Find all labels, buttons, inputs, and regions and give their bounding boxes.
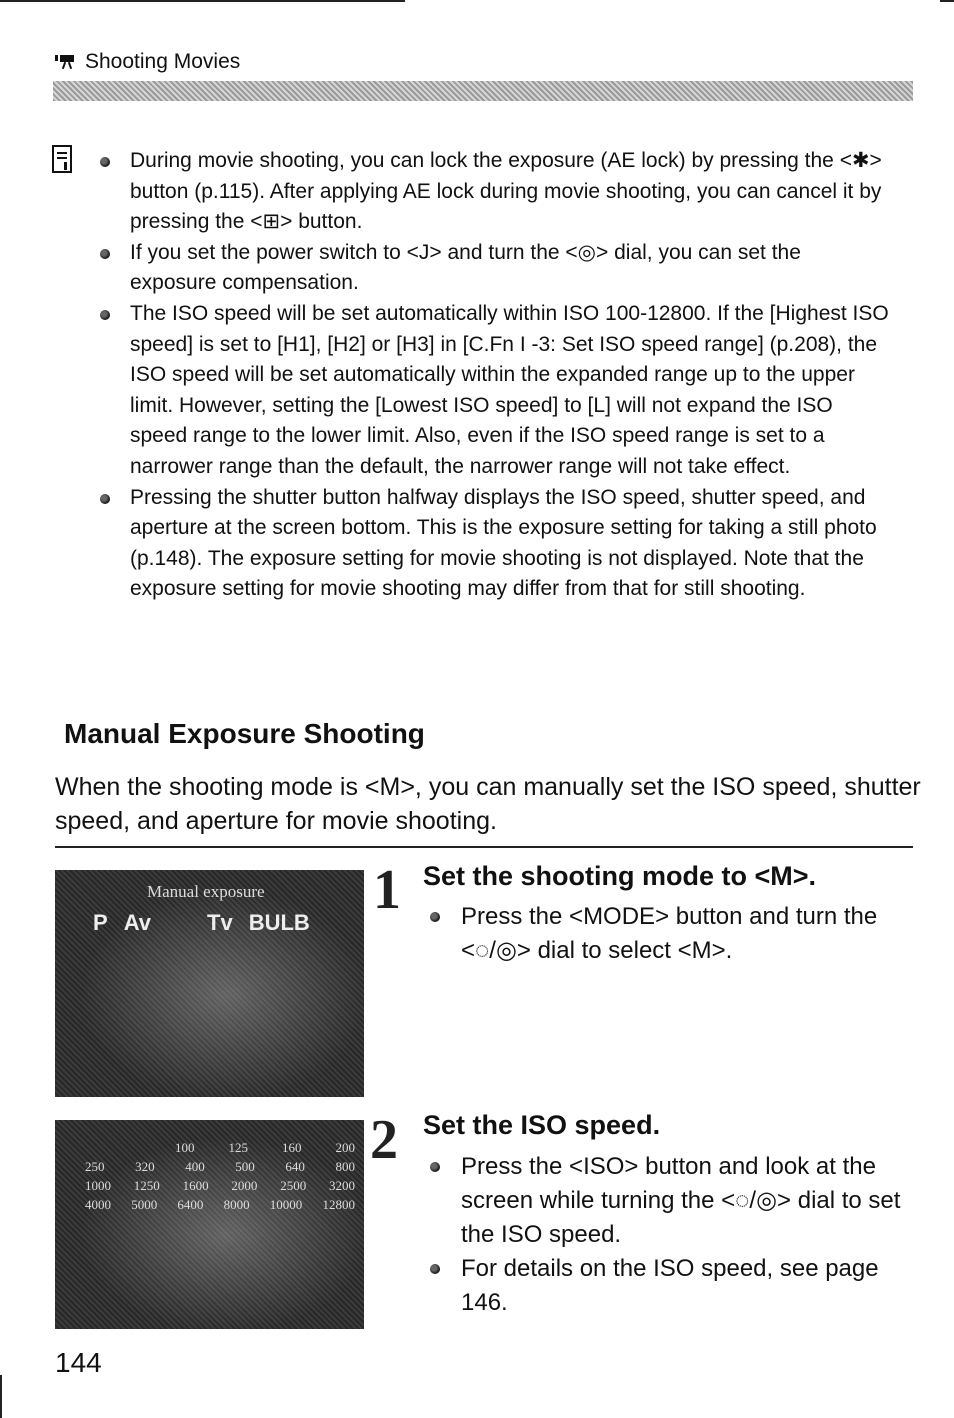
note-icon — [52, 145, 72, 173]
mode-option: P — [93, 910, 108, 935]
iso-row — [85, 1140, 355, 1159]
iso-value: 100 — [175, 1140, 195, 1155]
step-number: 2 — [370, 1109, 398, 1171]
iso-value: 2000 — [231, 1178, 258, 1193]
menu-title: Manual exposure — [147, 882, 265, 901]
iso-value: 320 — [135, 1159, 155, 1174]
mode-option: BULB — [248, 910, 310, 935]
iso-value: 2500 — [280, 1178, 307, 1193]
iso-value: 5000 — [131, 1197, 158, 1212]
screenshot-iso-speed — [55, 1120, 364, 1329]
note-item: The ISO speed will be set automatically within ISO 100-12800. If the [Highest ISO speed] is set to [H1], [H2] or [H3] in [C.Fn I -3: Set ISO speed range] (p.208), the ISO speed will be set automatically within the expanded range up to the upper limit. However, setting the [Lowest ISO speed] to [L] will not expand the ISO speed range to the lower limit. Also, even if the ISO speed range is set to a narrower range than the default, the narrower range will not take effect. — [98, 299, 893, 483]
iso-value: 1000 — [85, 1178, 111, 1193]
edge-mark — [0, 1375, 2, 1418]
step-bullet: For details on the ISO speed, see page 146. — [428, 1252, 908, 1320]
mode-option: Av — [123, 910, 151, 935]
mode-option: Tv — [207, 910, 233, 935]
step-title: Set the ISO speed. — [423, 1110, 661, 1140]
iso-value: 6400 — [177, 1197, 204, 1212]
iso-row — [85, 1159, 355, 1178]
step-bullet: Press the <MODE> button and turn the <◌/◎> dial to select <M>. — [428, 900, 908, 968]
iso-value: 10000 — [269, 1197, 303, 1212]
top-rule-right — [940, 0, 954, 2]
iso-value: 400 — [185, 1159, 205, 1174]
top-rule — [0, 0, 405, 2]
iso-value: 1600 — [182, 1178, 209, 1193]
iso-value: 250 — [85, 1159, 105, 1174]
mode-options — [93, 910, 352, 936]
step-number: 1 — [373, 859, 401, 921]
notes-list — [98, 146, 893, 605]
section-intro: When the shooting mode is <M>, you can manually set the ISO speed, shutter speed, and aperture for movie shooting. — [55, 773, 921, 835]
section-rule — [55, 846, 913, 848]
iso-speed-grid — [85, 1140, 355, 1216]
step-title: Set the shooting mode to <M>. — [423, 861, 817, 891]
iso-value: 640 — [285, 1159, 305, 1174]
iso-value: 4000 — [85, 1197, 111, 1212]
header-hatched-bar — [53, 81, 913, 101]
note-item: Pressing the shutter button halfway displays the ISO speed, shutter speed, and aperture at the screen bottom. This is the exposure setting for taking a still photo (p.148). The exposure setting for movie shooting is not displayed. Note that the exposure setting for movie shooting may differ from that for still shooting. — [98, 483, 893, 605]
running-header — [55, 50, 240, 74]
iso-value: 200 — [335, 1140, 355, 1155]
iso-value: 125 — [228, 1140, 248, 1155]
page-number: 144 — [55, 1347, 102, 1378]
iso-value: 1250 — [133, 1178, 160, 1193]
section-title: Manual Exposure Shooting — [64, 718, 425, 749]
iso-row — [85, 1197, 355, 1216]
iso-value: 160 — [282, 1140, 302, 1155]
step-bullets — [428, 1150, 908, 1320]
note-item: If you set the power switch to <J> and turn the <◎> dial, you can set the exposure compensation. — [98, 238, 893, 299]
iso-value: 8000 — [223, 1197, 250, 1212]
iso-value: 3200 — [328, 1178, 355, 1193]
iso-value: 12800 — [322, 1197, 355, 1212]
header-section-label: Shooting Movies — [85, 50, 241, 73]
note-item: During movie shooting, you can lock the exposure (AE lock) by pressing the <✱> button (p.115). After applying AE lock during movie shooting, you can cancel it by pressing the <⊞> button. — [98, 146, 893, 238]
iso-row — [85, 1178, 355, 1197]
iso-value: 500 — [235, 1159, 255, 1174]
screenshot-manual-exposure — [55, 870, 364, 1097]
step-bullet: Press the <ISO> button and look at the screen while turning the <◌/◎> dial to set the ISO speed. — [428, 1150, 908, 1252]
step-bullets — [428, 900, 908, 968]
movie-camera-icon — [55, 54, 75, 70]
iso-value: 800 — [335, 1159, 355, 1174]
